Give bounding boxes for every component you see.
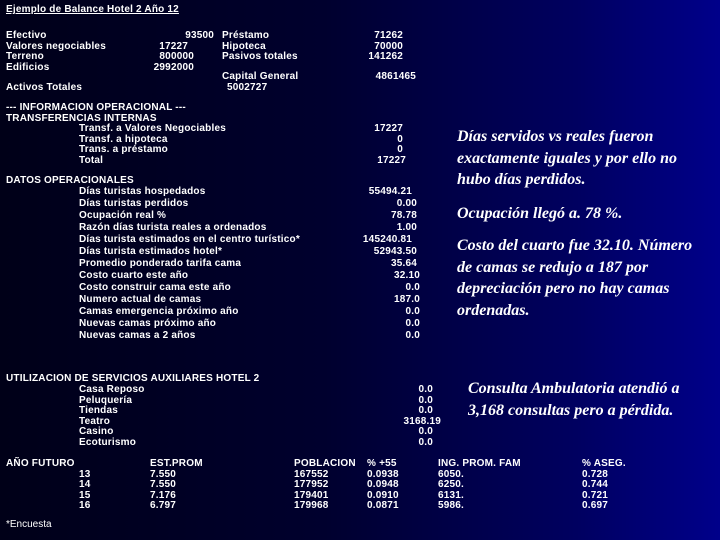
service-value: 0.0 — [418, 426, 433, 437]
forecast-cell: 0.728 — [582, 468, 609, 480]
transfer-label: Trans. a préstamo — [79, 144, 168, 155]
asset-value: 800000 — [159, 51, 194, 62]
asset-label: Edificios — [6, 61, 50, 73]
note-days: Días servidos vs reales fueron exactamente iguales y por ello no hubo días perdidos. — [457, 128, 677, 188]
forecast-cell: 6131. — [438, 489, 465, 501]
transfer-value: 0 — [397, 144, 403, 155]
forecast-cell: 0.721 — [582, 489, 609, 501]
forecast-header: ING. PROM. FAM — [438, 458, 521, 469]
transfer-label: Transf. a hipoteca — [79, 133, 168, 145]
asset-value: 17227 — [159, 40, 188, 52]
liability-value: 71262 — [374, 30, 403, 41]
forecast-cell: 0.744 — [582, 479, 609, 490]
data-label: Nuevas camas a 2 años — [79, 330, 196, 341]
liability-value: 141262 — [368, 51, 403, 62]
transfer-label: Total — [79, 154, 104, 166]
data-value: 145240.81 — [362, 234, 412, 245]
data-value: 0.0 — [405, 318, 420, 329]
service-value: 0.0 — [418, 436, 433, 448]
transfer-label: Transf. a Valores Negociables — [79, 123, 226, 134]
service-value: 0.0 — [418, 405, 433, 416]
note-room-cost: Costo del cuarto fue 32.10. Número de camas se redujo a 187 por depreciación pero no hay camas ordenadas. — [457, 237, 693, 319]
liability-label: Pasivos totales — [222, 51, 298, 62]
page-title: Ejemplo de Balance Hotel 2 Año 12 — [6, 4, 179, 15]
forecast-cell: 6250. — [438, 479, 465, 490]
data-value: 78.78 — [390, 210, 417, 221]
asset-value: 93500 — [185, 30, 214, 41]
transfer-value: 0 — [397, 133, 403, 145]
capital-label: Capital General — [222, 71, 299, 82]
data-value: 35.64 — [390, 258, 417, 269]
transfer-value: 17227 — [377, 154, 406, 166]
forecast-cell: 7.550 — [150, 479, 177, 490]
data-value: 187.0 — [393, 294, 420, 305]
forecast-header: AÑO FUTURO — [6, 458, 75, 469]
service-label: Casa Reposo — [79, 384, 145, 395]
asset-label: Valores negociables — [6, 40, 106, 52]
forecast-cell: 0.0871 — [367, 500, 399, 511]
data-label: Costo cuarto este año — [79, 270, 189, 281]
forecast-cell: 7.176 — [150, 489, 177, 501]
forecast-cell: 0.0910 — [367, 489, 399, 501]
asset-label: Terreno — [6, 51, 44, 62]
service-label: Peluquería — [79, 394, 133, 406]
forecast-cell: 179401 — [294, 489, 329, 501]
forecast-cell: 6.797 — [150, 500, 177, 511]
service-label: Casino — [79, 426, 114, 437]
data-label: Días turista estimados en el centro turístico* — [79, 234, 300, 245]
data-label: Días turista estimados hotel* — [79, 246, 223, 257]
data-value: 52943.50 — [373, 246, 417, 257]
data-label: Nuevas camas próximo año — [79, 318, 217, 329]
service-label: Tiendas — [79, 405, 119, 416]
data-value: 0.00 — [396, 198, 417, 209]
service-label: Teatro — [79, 415, 111, 427]
forecast-header: % ASEG. — [582, 458, 626, 469]
service-value: 0.0 — [418, 384, 433, 395]
data-label: Días turistas perdidos — [79, 198, 189, 209]
forecast-cell: 179968 — [294, 500, 329, 511]
data-label: Numero actual de camas — [79, 294, 202, 305]
forecast-cell: 13 — [79, 468, 91, 480]
forecast-cell: 16 — [79, 500, 91, 511]
data-value: 32.10 — [393, 270, 420, 281]
liability-label: Hipoteca — [222, 40, 266, 52]
forecast-cell: 0.697 — [582, 500, 609, 511]
operational-heading: --- INFORMACION OPERACIONAL --- — [6, 102, 186, 113]
data-value: 0.0 — [405, 282, 420, 293]
forecast-cell: 0.0948 — [367, 479, 399, 490]
total-assets-value: 5002727 — [227, 81, 268, 93]
data-value: 1.00 — [396, 222, 417, 233]
liability-label: Préstamo — [222, 30, 270, 41]
data-value: 0.0 — [405, 330, 420, 341]
forecast-cell: 0.0938 — [367, 468, 399, 480]
service-value: 3168.19 — [403, 415, 441, 427]
transfers-heading: TRANSFERENCIAS INTERNAS — [6, 112, 157, 124]
data-label: Camas emergencia próximo año — [79, 306, 239, 317]
service-value: 0.0 — [418, 394, 433, 406]
forecast-header: EST.PROM — [150, 458, 203, 469]
total-assets-label: Activos Totales — [6, 81, 83, 93]
forecast-cell: 5986. — [438, 500, 465, 511]
forecast-cell: 177952 — [294, 479, 329, 490]
data-label: Días turistas hospedados — [79, 186, 206, 197]
transfer-value: 17227 — [374, 123, 403, 134]
service-label: Ecoturismo — [79, 436, 137, 448]
liability-value: 70000 — [374, 40, 403, 52]
forecast-cell: 15 — [79, 489, 91, 501]
note-occupancy: Ocupación llegó a. 78 %. — [457, 205, 623, 222]
data-value: 0.0 — [405, 306, 420, 317]
services-heading: UTILIZACION DE SERVICIOS AUXILIARES HOTEL 2 — [6, 373, 260, 384]
footnote: *Encuesta — [6, 519, 52, 530]
forecast-cell: 167552 — [294, 468, 329, 480]
data-label: Ocupación real % — [79, 210, 167, 221]
asset-label: Efectivo — [6, 30, 47, 41]
data-label: Promedio ponderado tarifa cama — [79, 258, 242, 269]
data-label: Razón días turista reales a ordenados — [79, 222, 267, 233]
note-ambulatory: Consulta Ambulatoria atendió a 3,168 consultas pero a pérdida. — [468, 380, 680, 419]
operational-data-heading: DATOS OPERACIONALES — [6, 175, 134, 186]
data-value: 55494.21 — [368, 186, 412, 197]
forecast-header: POBLACION — [294, 458, 356, 469]
data-label: Costo construir cama este año — [79, 282, 231, 293]
forecast-cell: 7.550 — [150, 468, 177, 480]
asset-value: 2992000 — [153, 61, 194, 73]
forecast-cell: 14 — [79, 479, 91, 490]
forecast-header: % +55 — [367, 458, 397, 469]
forecast-cell: 6050. — [438, 468, 465, 480]
capital-value: 4861465 — [375, 71, 416, 82]
